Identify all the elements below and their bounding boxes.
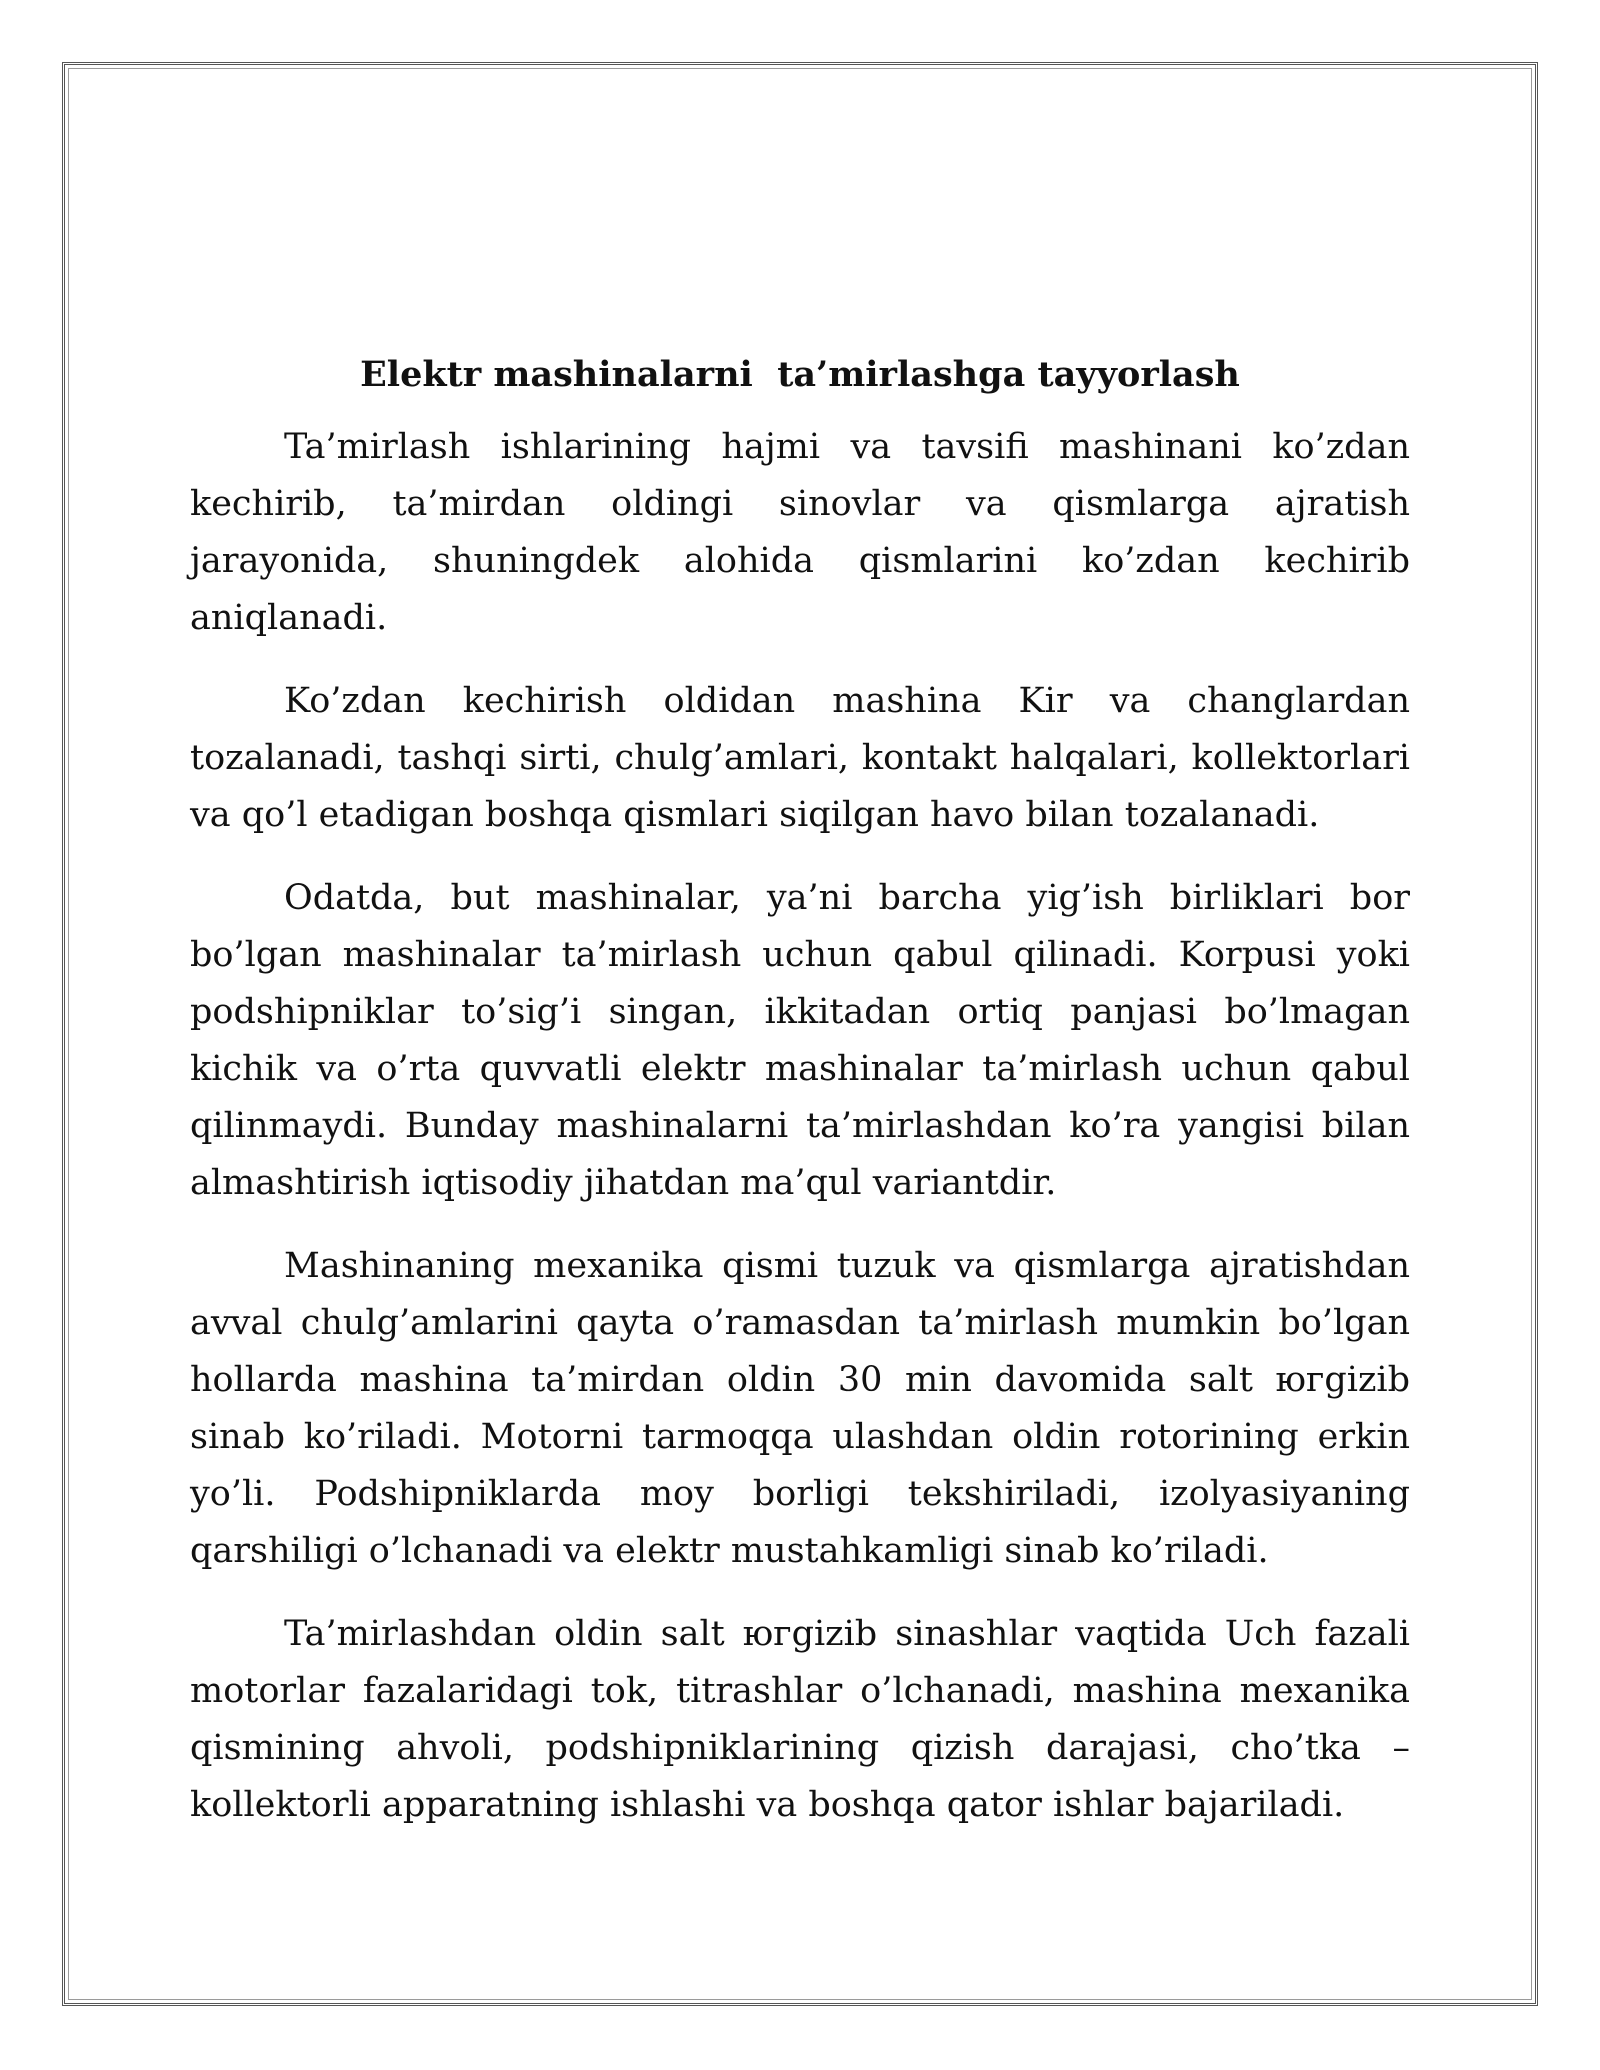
paragraph-4: Mashinaning mexanika qismi tuzuk va qismlarga ajratishdan avval chulg’amlarini qayta o’ramasdan ta’mirlash mumkin bo’lgan hollarda mashina ta’mirdan oldin 30 min davomida salt югgizib sinab ko’riladi. Motorni tarmoqqa ulashdan oldin rotorining erkin yo’li. Podshipniklarda moy borligi tekshiriladi, izolyasiyaning qarshiligi o’lchanadi va elektr mustahkamligi sinab ko’riladi. <box>190 1246 1410 1571</box>
paragraph-1: Ta’mirlash ishlarining hajmi va tavsifi mashinani ko’zdan kechirib, ta’mirdan oldingi sinovlar va qismlarga ajratish jarayonida, shuningdek alohida qismlarini ko’zdan kechirib aniqlanadi. <box>190 427 1410 638</box>
document-title: Elektr mashinalarni ta’mirlashga tayyorlash <box>360 354 1240 395</box>
document-body <box>190 350 1410 1860</box>
paragraph-5: Ta’mirlashdan oldin salt югgizib sinashlar vaqtida Uch fazali motorlar fazalaridagi tok, titrashlar o’lchanadi, mashina mexanika qismining ahvoli, podshipniklarining qizish darajasi, cho’tka – kollektorli apparatning ishlashi va boshqa qator ishlar bajariladi. <box>190 1614 1410 1825</box>
paragraph-3: Odatda, but mashinalar, ya’ni barcha yig’ish birliklari bor bo’lgan mashinalar ta’mirlash uchun qabul qilinadi. Korpusi yoki podshipniklar to’sig’i singan, ikkitadan ortiq panjasi bo’lmagan kichik va o’rta quvvatli elektr mashinalar ta’mirlash uchun qabul qilinmaydi. Bunday mashinalarni ta’mirlashdan ko’ra yangisi bilan almashtirish iqtisodiy jihatdan ma’qul variantdir. <box>190 878 1410 1203</box>
paragraph-2: Ko’zdan kechirish oldidan mashina Kir va changlardan tozalanadi, tashqi sirti, chulg’amlari, kontakt halqalari, kollektorlari va qo’l etadigan boshqa qismlari siqilgan havo bilan tozalanadi. <box>190 681 1410 835</box>
